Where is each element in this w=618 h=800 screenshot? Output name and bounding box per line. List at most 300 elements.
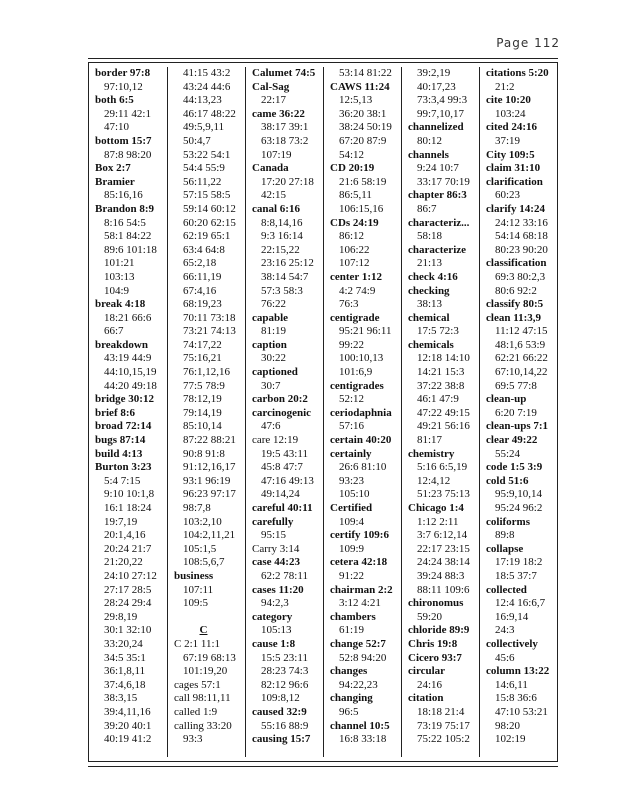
index-entry: caption xyxy=(252,338,287,351)
index-entry: 29:8,19 xyxy=(104,610,138,623)
index-entry: Cicero 93:7 xyxy=(408,651,462,664)
index-entry: 46:1 47:9 xyxy=(417,393,459,406)
index-entry: 54:4 55:9 xyxy=(183,162,225,175)
index-entry: break 4:18 xyxy=(95,298,146,311)
index-entry: 108:5,6,7 xyxy=(183,556,225,569)
index-entry: chemistry xyxy=(408,447,455,460)
index-entry: 3:7 6:12,14 xyxy=(417,529,468,542)
index-entry: 38:3,15 xyxy=(104,692,138,705)
page-number: Page 112 xyxy=(496,36,560,50)
index-entry: 17:5 72:3 xyxy=(417,325,459,338)
index-entry: 95:15 xyxy=(261,529,287,542)
index-entry: 82:12 96:6 xyxy=(261,678,309,691)
index-column-2 xyxy=(167,67,245,757)
index-entry: broad 72:14 xyxy=(95,420,152,433)
index-entry: claim 31:10 xyxy=(486,162,541,175)
index-entry: 20:1,4,16 xyxy=(104,529,146,542)
index-entry: 103:24 xyxy=(495,107,526,120)
index-entry: 75:16,21 xyxy=(183,352,222,365)
index-entry: 29:11 42:1 xyxy=(104,107,151,120)
index-entry: 45:6 xyxy=(495,651,515,664)
index-entry: 39:4,11,16 xyxy=(104,705,151,718)
index-entry: captioned xyxy=(252,366,298,379)
index-entry: 76:1,12,16 xyxy=(183,366,231,379)
index-entry: 5:4 7:15 xyxy=(104,474,141,487)
index-entry: caused 32:9 xyxy=(252,705,307,718)
index-entry: Certified xyxy=(330,502,373,514)
index-entry: 12:18 14:10 xyxy=(417,352,470,365)
index-entry: clean-ups 7:1 xyxy=(486,420,549,433)
index-entry: chambers xyxy=(330,610,376,623)
index-entry: case 44:23 xyxy=(252,556,300,569)
index-entry: 81:19 xyxy=(261,325,287,338)
index-entry: 37:19 xyxy=(495,134,521,147)
index-entry: characterize xyxy=(408,243,467,256)
index-entry: 57:3 58:3 xyxy=(261,284,303,297)
index-entry: 48:1,6 53:9 xyxy=(495,338,546,351)
index-entry: 46:17 48:22 xyxy=(183,107,236,120)
index-entry: Calumet 74:5 xyxy=(252,67,316,79)
index-entry: 94:2,3 xyxy=(261,597,289,610)
index-entry: 101:6,9 xyxy=(339,366,373,379)
index-entry: chironomus xyxy=(408,597,464,610)
index-entry: 106:15,16 xyxy=(339,202,384,215)
index-entry: 80:12 xyxy=(417,134,443,147)
index-entry xyxy=(174,611,245,625)
index-entry: 43:19 44:9 xyxy=(104,352,152,365)
index-entry: 93:3 xyxy=(183,733,203,746)
index-entry: classification xyxy=(486,257,547,270)
index-entry: 68:19,23 xyxy=(183,298,222,311)
index-entry: 55:24 xyxy=(495,447,521,460)
index-entry: channelized xyxy=(408,121,464,134)
index-entry: 15:8 36:6 xyxy=(495,692,537,705)
index-entry: 69:5 77:8 xyxy=(495,379,537,392)
index-entry: check 4:16 xyxy=(408,270,458,283)
index-entry: cases 11:20 xyxy=(252,583,304,596)
index-entry: 17:20 27:18 xyxy=(261,175,314,188)
index-entry: 61:19 xyxy=(339,624,365,637)
index-entry: 24:12 33:16 xyxy=(495,216,548,229)
index-entry: 103:13 xyxy=(104,270,135,283)
index-entry: 42:15 xyxy=(261,189,287,202)
index-entry: 79:14,19 xyxy=(183,406,222,419)
index-entry: 99:22 xyxy=(339,338,365,351)
index-column-4 xyxy=(323,67,401,757)
index-entry: 22:15,22 xyxy=(261,243,300,256)
index-entry: both 6:5 xyxy=(95,94,134,107)
index-entry: 41:15 43:2 xyxy=(183,67,231,79)
index-entry: 106:22 xyxy=(339,243,370,256)
index-entry: 63:4 64:8 xyxy=(183,243,225,256)
index-entry: 43:24 44:6 xyxy=(183,80,231,93)
index-entry: cause 1:8 xyxy=(252,637,296,650)
index-entry: 16:9,14 xyxy=(495,610,529,623)
index-entry: 105:1,5 xyxy=(183,542,217,555)
index-entry: 49:5,9,11 xyxy=(183,121,225,134)
index-entry: 97:10,12 xyxy=(104,80,143,93)
index-entry: Cal-Sag xyxy=(252,80,290,93)
index-entry: 95:21 96:11 xyxy=(339,325,392,338)
index-entry: clarification xyxy=(486,175,543,188)
index-entry: 22:17 xyxy=(261,94,287,107)
index-entry: 73:21 74:13 xyxy=(183,325,236,338)
index-entry: 102:19 xyxy=(495,733,526,746)
index-entry: care 12:19 xyxy=(252,434,299,447)
index-entry: 1:12 2:11 xyxy=(417,515,459,528)
index-entry: circular xyxy=(408,665,446,678)
index-entry: 11:12 47:15 xyxy=(495,325,548,338)
index-entry: Burton 3:23 xyxy=(95,461,152,474)
index-entry: 15:5 23:11 xyxy=(261,651,308,664)
index-entry: 50:4,7 xyxy=(183,134,211,147)
index-entry: 47:6 xyxy=(261,420,281,433)
index-entry: 62:2 78:11 xyxy=(261,569,308,582)
index-entry: 30:22 xyxy=(261,352,287,365)
index-entry: collected xyxy=(486,583,527,596)
index-entry: 62:21 66:22 xyxy=(495,352,548,365)
index-entry: 14:6,11 xyxy=(495,678,528,691)
index-entry: carefully xyxy=(252,515,294,528)
index-entry: 27:17 28:5 xyxy=(104,583,152,596)
index-entry: bridge 30:12 xyxy=(95,393,154,406)
index-entry: 87:22 88:21 xyxy=(183,434,236,447)
index-entry: 40:17,23 xyxy=(417,80,456,93)
index-entry: collapse xyxy=(486,542,524,555)
index-entry: 44:10,15,19 xyxy=(104,366,157,379)
index-entry: 98:7,8 xyxy=(183,502,211,514)
index-entry: 28:23 74:3 xyxy=(261,665,309,678)
index-entry: 53:22 54:1 xyxy=(183,148,231,161)
index-entry: 51:23 75:13 xyxy=(417,488,470,501)
index-entry: C 2:1 11:1 xyxy=(174,637,221,650)
index-entry: 16:1 18:24 xyxy=(104,502,152,514)
index-entry: 44:20 49:18 xyxy=(104,379,157,392)
index-columns xyxy=(89,67,557,757)
index-entry: code 1:5 3:9 xyxy=(486,461,543,474)
index-entry: brief 8:6 xyxy=(95,406,136,419)
index-entry: 104:9 xyxy=(104,284,130,297)
index-entry: 12:4 16:6,7 xyxy=(495,597,546,610)
index-entry: bottom 15:7 xyxy=(95,134,152,147)
index-entry: category xyxy=(252,610,293,623)
index-entry: 36:1,8,11 xyxy=(104,665,146,678)
index-entry: 37:4,6,18 xyxy=(104,678,146,691)
index-entry: chairman 2:2 xyxy=(330,583,393,596)
index-entry: 33:20,24 xyxy=(104,637,143,650)
index-entry: 36:20 38:1 xyxy=(339,107,387,120)
index-entry: CAWS 11:24 xyxy=(330,80,390,93)
index-entry: 105:13 xyxy=(261,624,292,637)
index-entry: Chicago 1:4 xyxy=(408,502,464,514)
index-entry: 47:22 49:15 xyxy=(417,406,470,419)
index-entry: 24:24 38:14 xyxy=(417,556,470,569)
index-entry: clean-up xyxy=(486,393,527,406)
index-entry: 21:13 xyxy=(417,257,443,270)
index-entry: 67:10,14,22 xyxy=(495,366,548,379)
index-entry: 9:10 10:1,8 xyxy=(104,488,155,501)
index-entry: careful 40:11 xyxy=(252,502,313,514)
index-entry: channel 10:5 xyxy=(330,719,390,732)
index-entry: capable xyxy=(252,311,289,324)
index-entry: 30:1 32:10 xyxy=(104,624,152,637)
index-entry: 78:12,19 xyxy=(183,393,222,406)
index-entry: 53:14 81:22 xyxy=(339,67,392,79)
index-entry: carbon 20:2 xyxy=(252,393,308,406)
index-entry: 109:9 xyxy=(339,542,365,555)
index-entry: 8:16 54:5 xyxy=(104,216,146,229)
index-entry: 5:16 6:5,19 xyxy=(417,461,468,474)
index-entry: border 97:8 xyxy=(95,67,151,79)
index-entry: 18:5 37:7 xyxy=(495,569,537,582)
index-entry: 67:4,16 xyxy=(183,284,217,297)
index-entry: canal 6:16 xyxy=(252,202,300,215)
index-entry: 52:8 94:20 xyxy=(339,651,387,664)
index-entry: 49:14,24 xyxy=(261,488,300,501)
index-entry: 65:2,18 xyxy=(183,257,217,270)
index-entry: 21:6 58:19 xyxy=(339,175,387,188)
index-entry: 62:19 65:1 xyxy=(183,230,231,243)
index-entry: 24:10 27:12 xyxy=(104,569,157,582)
index-entry: 58:18 xyxy=(417,230,443,243)
index-entry: 86:12 xyxy=(339,230,365,243)
index-entry: checking xyxy=(408,284,450,297)
index-entry: 12:4,12 xyxy=(417,474,451,487)
index-entry: channels xyxy=(408,148,449,161)
index-entry: 67:19 68:13 xyxy=(183,651,236,664)
index-entry: clear 49:22 xyxy=(486,434,538,447)
index-entry: CD 20:19 xyxy=(330,162,375,175)
index-column-1 xyxy=(89,67,167,757)
index-entry: 77:5 78:9 xyxy=(183,379,225,392)
index-entry: certify 109:6 xyxy=(330,529,389,542)
index-entry: 94:22,23 xyxy=(339,678,378,691)
index-entry: 96:23 97:17 xyxy=(183,488,236,501)
index-entry: 26:6 81:10 xyxy=(339,461,387,474)
index-entry: 20:24 21:7 xyxy=(104,542,152,555)
index-entry: 107:11 xyxy=(183,583,214,596)
bottom-rule xyxy=(88,766,558,767)
index-entry: 38:14 54:7 xyxy=(261,270,309,283)
index-entry: 91:22 xyxy=(339,569,365,582)
index-entry: 86:7 xyxy=(417,202,437,215)
index-entry: City 109:5 xyxy=(486,148,535,161)
top-rule xyxy=(88,58,558,59)
index-entry: 21:20,22 xyxy=(104,556,143,569)
index-entry: 24:16 xyxy=(417,678,443,691)
index-entry: cages 57:1 xyxy=(174,678,221,691)
index-entry: 85:16,16 xyxy=(104,189,143,202)
index-entry: 67:20 87:9 xyxy=(339,134,387,147)
index-entry: 95:9,10,14 xyxy=(495,488,543,501)
index-entry: 9:24 10:7 xyxy=(417,162,459,175)
index-entry: 49:21 56:16 xyxy=(417,420,470,433)
index-entry: cetera 42:18 xyxy=(330,556,388,569)
index-entry: 75:22 105:2 xyxy=(417,733,470,746)
index-entry: coliforms xyxy=(486,515,530,528)
index-entry: certain 40:20 xyxy=(330,434,392,447)
index-entry: 63:18 73:2 xyxy=(261,134,309,147)
index-entry: 104:2,11,21 xyxy=(183,529,236,542)
index-entry: clean 11:3,9 xyxy=(486,311,541,324)
index-entry: CDs 24:19 xyxy=(330,216,379,229)
index-entry: chemicals xyxy=(408,338,454,351)
index-entry: 22:17 23:15 xyxy=(417,542,470,555)
index-entry: 33:17 70:19 xyxy=(417,175,470,188)
index-entry: clarify 14:24 xyxy=(486,202,545,215)
index-entry: called 1:9 xyxy=(174,705,218,718)
index-entry: citation xyxy=(408,692,444,705)
index-entry: 93:23 xyxy=(339,474,365,487)
index-entry: 17:19 18:2 xyxy=(495,556,543,569)
index-entry: 73:3,4 99:3 xyxy=(417,94,468,107)
index-entry: chloride 89:9 xyxy=(408,624,470,637)
index-entry: 66:11,19 xyxy=(183,270,222,283)
index-entry: ceriodaphnia xyxy=(330,406,392,419)
index-entry: calling 33:20 xyxy=(174,719,232,732)
index-entry: 76:3 xyxy=(339,298,359,311)
index-entry: 18:18 21:4 xyxy=(417,705,465,718)
index-entry: 40:19 41:2 xyxy=(104,733,152,746)
index-entry: 99:7,10,17 xyxy=(417,107,465,120)
index-entry: 52:12 xyxy=(339,393,365,406)
index-entry: 8:8,14,16 xyxy=(261,216,303,229)
index-entry: classify 80:5 xyxy=(486,298,544,311)
index-entry: changes xyxy=(330,665,368,678)
index-entry: 95:24 96:2 xyxy=(495,502,543,514)
index-entry: 38:13 xyxy=(417,298,443,311)
index-entry: 89:6 101:18 xyxy=(104,243,157,256)
index-entry: 66:7 xyxy=(104,325,124,338)
index-entry: 59:20 xyxy=(417,610,443,623)
index-entry: center 1:12 xyxy=(330,270,383,283)
index-entry: 24:3 xyxy=(495,624,515,637)
index-entry: changing xyxy=(330,692,373,705)
index-entry: call 98:11,11 xyxy=(174,692,231,705)
index-entry: 38:24 50:19 xyxy=(339,121,392,134)
index-frame xyxy=(88,62,558,762)
index-entry: 81:17 xyxy=(417,434,443,447)
index-entry: 73:19 75:17 xyxy=(417,719,470,732)
index-entry: 91:12,16,17 xyxy=(183,461,236,474)
index-entry: cited 24:16 xyxy=(486,121,538,134)
index-entry: chapter 86:3 xyxy=(408,189,467,202)
index-entry: 44:13,23 xyxy=(183,94,222,107)
index-entry: 18:21 66:6 xyxy=(104,311,152,324)
index-entry: 37:22 38:8 xyxy=(417,379,465,392)
index-entry: 89:8 xyxy=(495,529,515,542)
index-entry: 60:20 62:15 xyxy=(183,216,236,229)
index-entry: 55:16 88:9 xyxy=(261,719,309,732)
index-entry: 87:8 98:20 xyxy=(104,148,152,161)
index-entry: 88:11 109:6 xyxy=(417,583,470,596)
index-entry: 19:5 43:11 xyxy=(261,447,308,460)
index-entry: 4:2 74:9 xyxy=(339,284,376,297)
index-entry: citations 5:20 xyxy=(486,67,549,79)
index-entry: 105:10 xyxy=(339,488,370,501)
index-column-6 xyxy=(479,67,557,757)
index-entry: 47:10 xyxy=(104,121,130,134)
index-entry: Canada xyxy=(252,162,289,175)
index-entry: 39:20 40:1 xyxy=(104,719,152,732)
index-entry: change 52:7 xyxy=(330,637,386,650)
section-letter: C xyxy=(199,624,208,637)
index-entry: 23:16 25:12 xyxy=(261,257,314,270)
index-entry: business xyxy=(174,569,214,582)
index-entry: 80:23 90:20 xyxy=(495,243,548,256)
index-entry: 21:2 xyxy=(495,80,515,93)
index-column-3 xyxy=(245,67,323,757)
index-entry: 98:20 xyxy=(495,719,521,732)
index-entry: 30:7 xyxy=(261,379,281,392)
index-entry: chemical xyxy=(408,311,450,324)
index-entry: Brandon 8:9 xyxy=(95,202,154,215)
index-entry: came 36:22 xyxy=(252,107,305,120)
index-entry: 60:23 xyxy=(495,189,521,202)
index-entry: 39:2,19 xyxy=(417,67,451,79)
index-entry: 57:16 xyxy=(339,420,365,433)
index-entry: 58:1 84:22 xyxy=(104,230,152,243)
index-entry: characteriz... xyxy=(408,216,470,229)
index-entry: 76:22 xyxy=(261,298,287,311)
index-entry: Bramier xyxy=(95,175,135,188)
index-entry: 34:5 35:1 xyxy=(104,651,146,664)
index-entry: certainly xyxy=(330,447,372,460)
index-entry: cite 10:20 xyxy=(486,94,531,107)
index-entry: bugs 87:14 xyxy=(95,434,146,447)
index-entry: 39:24 88:3 xyxy=(417,569,465,582)
index-entry: 54:14 68:18 xyxy=(495,230,548,243)
index-entry: carcinogenic xyxy=(252,406,312,419)
index-entry: 28:24 29:4 xyxy=(104,597,152,610)
index-entry: 100:10,13 xyxy=(339,352,384,365)
index-entry: causing 15:7 xyxy=(252,733,311,746)
index-entry: centigrades xyxy=(330,379,384,392)
index-entry: column 13:22 xyxy=(486,665,550,678)
index-entry: 101:21 xyxy=(104,257,135,270)
index-entry: 85:10,14 xyxy=(183,420,222,433)
index-entry: centigrade xyxy=(330,311,380,324)
index-entry: 9:3 16:14 xyxy=(261,230,303,243)
index-entry: 54:12 xyxy=(339,148,365,161)
index-entry: 19:7,19 xyxy=(104,515,138,528)
index-entry: 107:12 xyxy=(339,257,370,270)
index-entry: Carry 3:14 xyxy=(252,542,300,555)
index-entry: 101:19,20 xyxy=(183,665,228,678)
index-entry: build 4:13 xyxy=(95,447,143,460)
index-entry: 70:11 73:18 xyxy=(183,311,236,324)
index-entry: 45:8 47:7 xyxy=(261,461,303,474)
index-entry: Chris 19:8 xyxy=(408,637,458,650)
index-entry: collectively xyxy=(486,637,538,650)
index-entry: 38:17 39:1 xyxy=(261,121,309,134)
index-entry: 74:17,22 xyxy=(183,338,222,351)
index-entry: 109:8,12 xyxy=(261,692,300,705)
index-entry: 47:10 53:21 xyxy=(495,705,548,718)
index-entry: 90:8 91:8 xyxy=(183,447,225,460)
index-entry: 80:6 92:2 xyxy=(495,284,537,297)
index-entry: 107:19 xyxy=(261,148,292,161)
index-entry: Box 2:7 xyxy=(95,162,131,175)
index-entry: 16:8 33:18 xyxy=(339,733,387,746)
index-entry: 56:11,22 xyxy=(183,175,222,188)
index-entry: 47:16 49:13 xyxy=(261,474,314,487)
index-column-5 xyxy=(401,67,479,757)
index-entry: breakdown xyxy=(95,338,148,351)
index-entry: 12:5,13 xyxy=(339,94,373,107)
index-entry: 103:2,10 xyxy=(183,515,222,528)
index-entry: 59:14 60:12 xyxy=(183,202,236,215)
